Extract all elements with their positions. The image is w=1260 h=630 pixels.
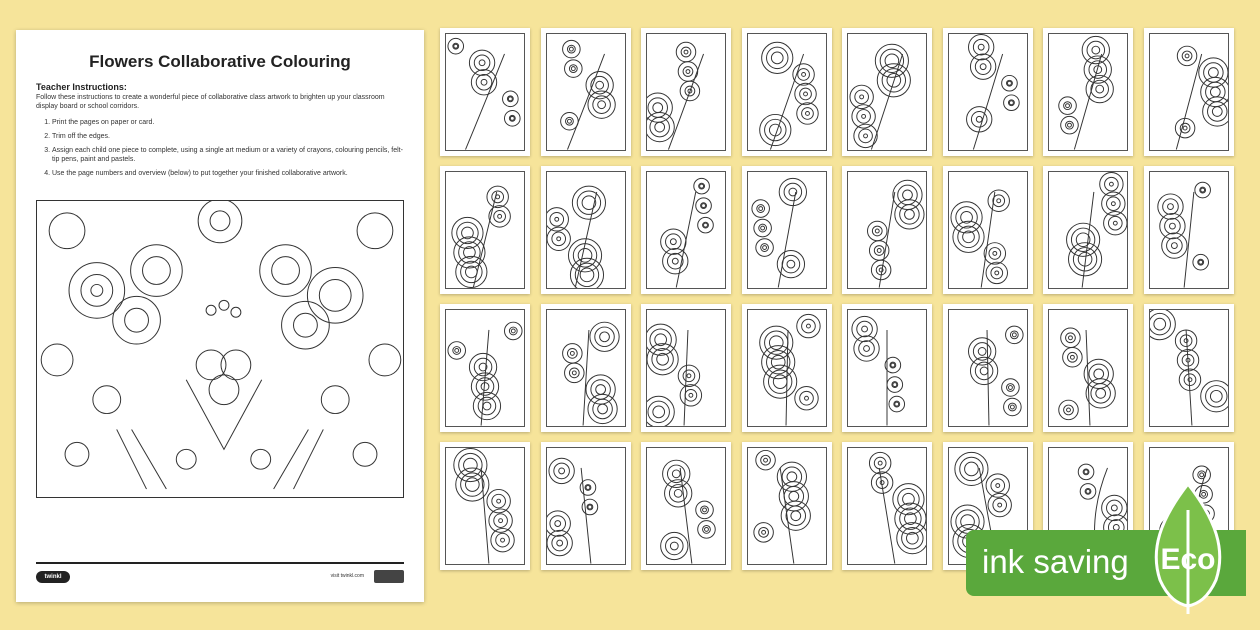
- flower-line-art-illustration: [847, 309, 927, 427]
- colouring-page-card: [742, 442, 832, 570]
- flower-line-art-illustration: [445, 447, 525, 565]
- colouring-page-card: [943, 304, 1033, 432]
- colouring-page-card: [440, 442, 530, 570]
- flower-line-art-illustration: [747, 447, 827, 565]
- flower-line-art-illustration: [747, 33, 827, 151]
- colouring-page-card: [842, 442, 932, 570]
- step-2: 2. Trim off the edges.: [52, 132, 404, 141]
- flower-line-art-illustration: [1048, 33, 1128, 151]
- colouring-page-card: [541, 166, 631, 294]
- flower-line-art-illustration: [847, 33, 927, 151]
- sheet-footer: [36, 562, 404, 590]
- flower-line-art-illustration: [445, 33, 525, 151]
- flower-line-art-illustration: [1149, 33, 1229, 151]
- colouring-page-card: [641, 166, 731, 294]
- flower-line-art-illustration: [646, 447, 726, 565]
- colouring-page-card: [1144, 304, 1234, 432]
- flower-line-art-illustration: [948, 33, 1028, 151]
- colouring-page-card: [742, 28, 832, 156]
- flower-line-art-illustration: [1149, 309, 1229, 427]
- colouring-page-card: [1144, 28, 1234, 156]
- footer-url: visit twinkl.com: [330, 573, 364, 579]
- colouring-page-card: [541, 304, 631, 432]
- flower-line-art-illustration: [747, 309, 827, 427]
- colouring-page-card: [641, 442, 731, 570]
- flower-line-art-illustration: [1149, 171, 1229, 289]
- step-4: 4. Use the page numbers and overview (below) to put together your finished collaborative artwork.: [52, 169, 404, 178]
- flower-line-art-illustration: [646, 171, 726, 289]
- sheet-subtitle: Teacher Instructions:: [36, 82, 127, 92]
- flower-line-art-illustration: [646, 309, 726, 427]
- flowers-overview-illustration: [37, 201, 403, 497]
- colouring-page-card: [541, 28, 631, 156]
- instruction-steps: [36, 118, 404, 178]
- flower-line-art-illustration: [1048, 171, 1128, 289]
- twinkl-logo: twinkl: [36, 571, 70, 583]
- colouring-page-card: [440, 28, 530, 156]
- colouring-page-card: [842, 304, 932, 432]
- colouring-page-card: [943, 28, 1033, 156]
- colouring-page-card: [842, 28, 932, 156]
- flower-line-art-illustration: [445, 171, 525, 289]
- colouring-page-card: [742, 166, 832, 294]
- flower-line-art-illustration: [847, 171, 927, 289]
- flower-line-art-illustration: [948, 309, 1028, 427]
- artwork-overview: [36, 200, 404, 498]
- colouring-page-card: [641, 28, 731, 156]
- sheet-intro: Follow these instructions to create a wonderful piece of collaborative class artwork to brighten up your classroom display board or school corridors.: [36, 94, 385, 110]
- flower-line-art-illustration: [1048, 309, 1128, 427]
- flower-line-art-illustration: [948, 171, 1028, 289]
- eco-badge-text: ink saving: [982, 543, 1129, 580]
- flower-line-art-illustration: [747, 171, 827, 289]
- colouring-page-card: [943, 166, 1033, 294]
- colouring-page-card: [1144, 166, 1234, 294]
- colouring-page-card: [1043, 304, 1133, 432]
- colouring-page-card: [641, 304, 731, 432]
- colouring-page-card: [842, 166, 932, 294]
- colouring-page-card: [541, 442, 631, 570]
- colouring-page-card: [1043, 166, 1133, 294]
- eco-label: Eco: [1160, 543, 1216, 576]
- flower-line-art-illustration: [646, 33, 726, 151]
- flower-line-art-illustration: [546, 309, 626, 427]
- step-3: 3. Assign each child one piece to complete, using a single art medium or a variety of crayons, colouring pencils, felt-tip pens, paint and pastels.: [52, 146, 404, 164]
- colouring-page-card: [1043, 28, 1133, 156]
- sheet-title: Flowers Collaborative Colouring: [89, 52, 351, 71]
- flower-line-art-illustration: [546, 33, 626, 151]
- step-1: 1. Print the pages on paper or card.: [52, 118, 404, 127]
- flower-line-art-illustration: [546, 171, 626, 289]
- flower-line-art-illustration: [546, 447, 626, 565]
- flower-line-art-illustration: [445, 309, 525, 427]
- flower-line-art-illustration: [847, 447, 927, 565]
- colouring-page-card: [440, 304, 530, 432]
- quality-badge-icon: [374, 570, 404, 583]
- colouring-page-card: [742, 304, 832, 432]
- instruction-sheet: [16, 30, 424, 602]
- colouring-page-card: [440, 166, 530, 294]
